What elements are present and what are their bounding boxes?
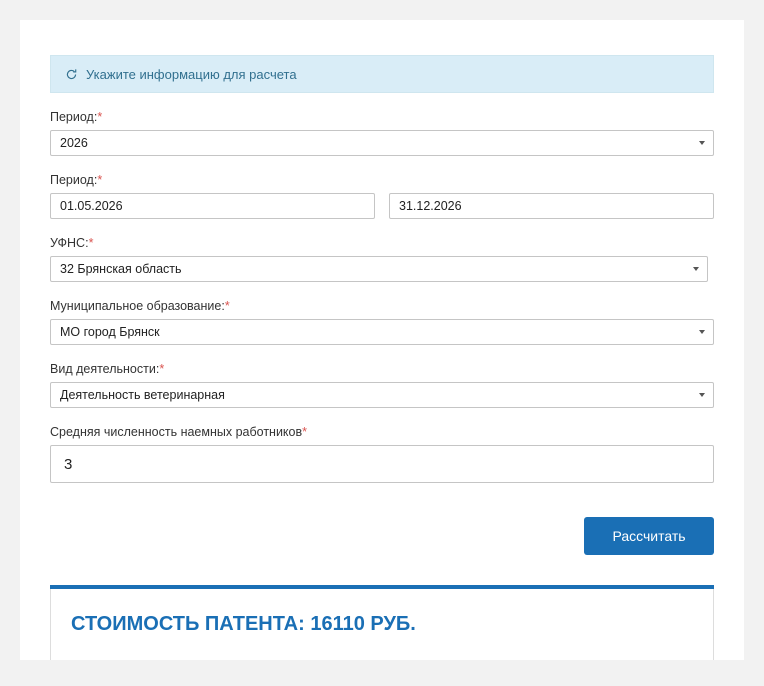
chevron-down-icon [699, 141, 705, 145]
required-asterisk: * [97, 110, 103, 124]
chevron-down-icon [699, 393, 705, 397]
municipality-label: Муниципальное образование:* [50, 299, 230, 313]
patent-cost-title: СТОИМОСТЬ ПАТЕНТА: 16110 РУБ. [71, 613, 416, 635]
date-from-value: 01.05.2026 [60, 199, 123, 213]
activity-select[interactable] [50, 382, 714, 408]
date-from-input[interactable] [50, 193, 375, 219]
period-year-value: 2026 [60, 136, 88, 150]
calculator-card [20, 20, 744, 660]
municipality-select[interactable] [50, 319, 714, 345]
required-asterisk: * [97, 173, 103, 187]
required-asterisk: * [302, 425, 308, 439]
required-asterisk: * [159, 362, 165, 376]
calculate-button[interactable]: Рассчитать [584, 517, 714, 555]
required-asterisk: * [88, 236, 94, 250]
ufns-select[interactable] [50, 256, 708, 282]
info-banner [50, 55, 714, 93]
period-year-select[interactable] [50, 130, 714, 156]
chevron-down-icon [699, 330, 705, 334]
ufns-label: УФНС:* [50, 236, 94, 250]
employees-label: Средняя численность наемных работников* [50, 425, 308, 439]
date-to-input[interactable] [389, 193, 714, 219]
submit-row [50, 517, 714, 555]
activity-label: Вид деятельности:* [50, 362, 165, 376]
info-banner-text: Укажите информацию для расчета [86, 66, 297, 82]
result-panel [50, 589, 714, 660]
calculator-form [50, 55, 714, 660]
chevron-down-icon [693, 267, 699, 271]
ufns-value: 32 Брянская область [60, 262, 182, 276]
refresh-icon [65, 68, 78, 81]
municipality-value: МО город Брянск [60, 325, 160, 339]
required-asterisk: * [224, 299, 230, 313]
employees-value: 3 [64, 455, 73, 473]
activity-value: Деятельность ветеринарная [60, 388, 225, 402]
period-year-label: Период:* [50, 110, 103, 124]
employees-input[interactable] [50, 445, 714, 483]
period-range-label: Период:* [50, 173, 103, 187]
date-to-value: 31.12.2026 [399, 199, 462, 213]
period-range-row [50, 193, 714, 219]
